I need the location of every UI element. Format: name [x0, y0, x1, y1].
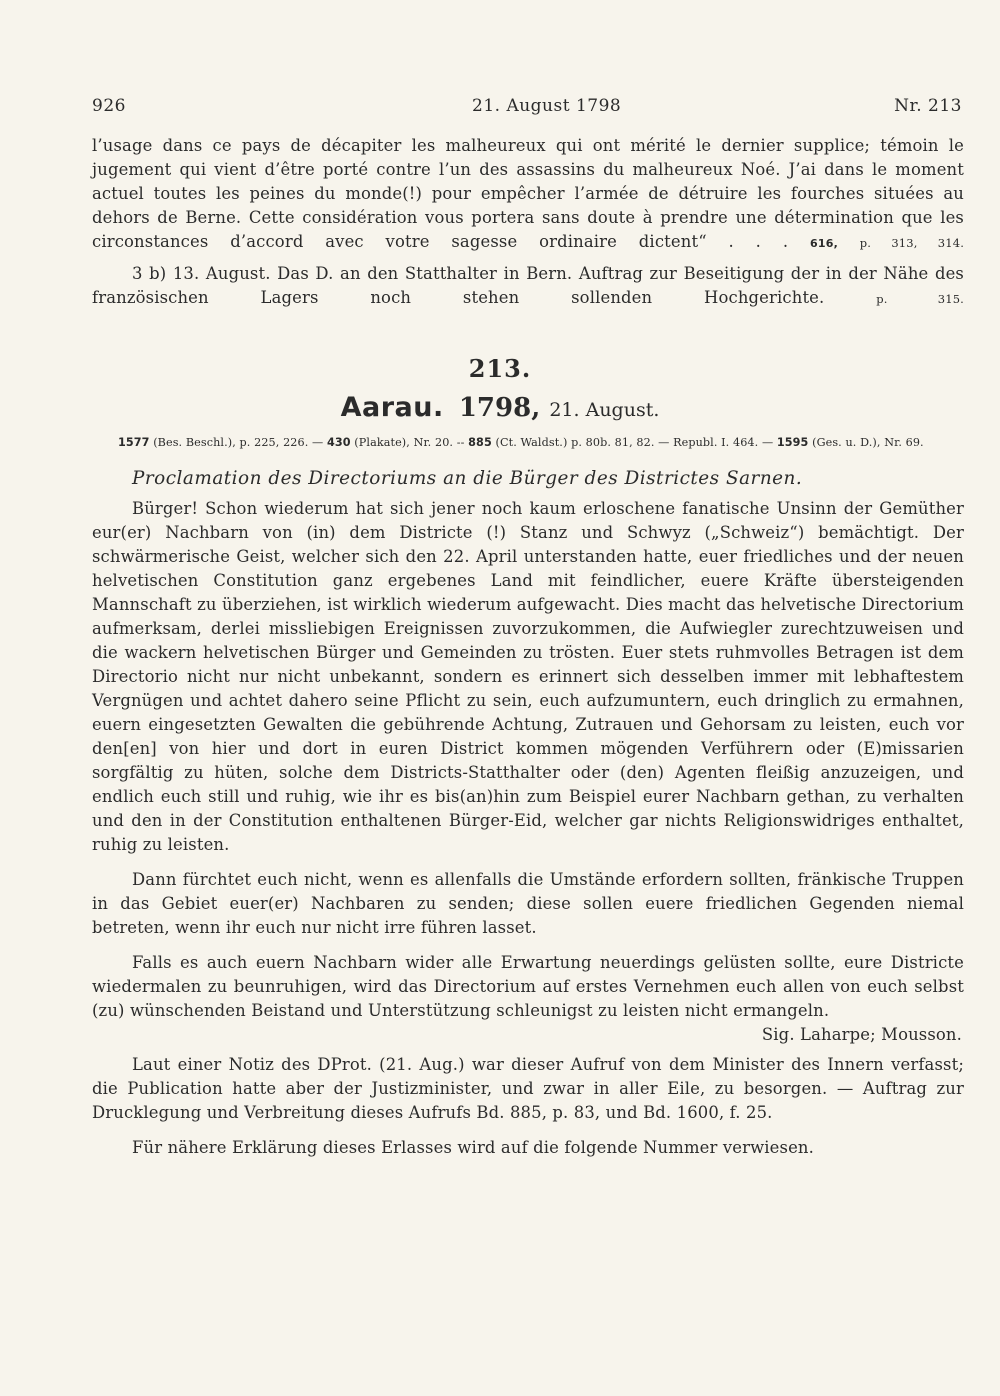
document-place: Aarau.	[340, 392, 444, 423]
source-references	[118, 435, 948, 451]
source-num: 430	[326, 436, 351, 449]
continuation-citation-number: 616,	[810, 237, 838, 250]
note-3b-citation: p. 315.	[876, 292, 964, 306]
body-paragraph: Bürger! Schon wiederum hat sich jener noch kaum erloschene fanatische Unsinn der Gemüther eur(er) Nachbarn von (in) dem Districte (!) Stanz und Schwyz („Schweiz“) bemächtigt. Der schwärmerische Geist, welcher sich den 22. April unterstanden hatte, euer friedliches und der neuen helvetischen Constitution ganz ergebenes Land mit feindlicher, euere Kräfte übersteigenden Mannschaft zu überziehen, ist wirklich wiederum aufgewacht. Dies macht das helvetische Directorium aufmerksam, derlei missliebigen Ereignissen zuvorzukommen, die Aufwiegler zurechtzuweisen und die wackern helvetischen Bürger und Gemeinden zu trösten. Euer stets ruhmvolles Betragen ist dem Directorio nicht nur nicht unbekannt, sondern es erinnert sich desselben immer mit lebhaftestem Vergnügen und achtet dahero seine Pflicht zu sein, euch aufzumuntern, euch dringlich zu ermahnen, euern eingesetzten Gewalten die gebührende Achtung, Zutrauen und Gehorsam zu leisten, euch vor den[en] von hier und dort in euren District kommen mögenden Verführern oder (E)missarien sorgfältig zu hüten, solche dem Districts-Statthalter oder (den) Agenten fleißig anzuzeigen, und endlich euch still und ruhig, wie ihr es bis(an)hin zum Beispiel eurer Nachbarn gethan, zu verhalten und den in der Constitution enthaltenen Bürger-Eid, welcher gar nichts Religionswidriges enthaltet, ruhig zu leisten.	[92, 499, 964, 854]
continuation-citation-pages: p. 313, 314.	[859, 236, 964, 250]
proclamation-body	[92, 497, 964, 1160]
editorial-note-reference: Für nähere Erklärung dieses Erlasses wird auf die folgende Nummer verwiesen.	[132, 1138, 814, 1157]
source-num: 885	[468, 436, 492, 449]
source-text: (Plakate), Nr. 20. --	[350, 436, 469, 449]
source-num: 1577	[118, 436, 150, 449]
document-title: Proclamation des Directoriums an die Bürger des Districtes Sarnen.	[132, 468, 803, 489]
document-day: 21. August.	[549, 399, 660, 421]
body-paragraph: Falls es auch euern Nachbarn wider alle Erwartung neuerdings gelüsten sollte, eure Districte wiedermalen zu beunruhigen, wird das Directorium auf erstes Vernehmen euch allen von euch selbst (zu) wünschenden Beistand und Unterstützung schleunigst zu leisten nicht ermangeln.	[92, 953, 964, 1020]
header-doc-number: Nr. 213	[894, 96, 962, 116]
continuation-text: l’usage dans ce pays de décapiter les malheureux qui ont mérité le dernier supplice; témoin le jugement qui vient d’être porté contre l’un des assassins du malheureux Noé. J’ai dans le moment actuel toutes les peines du monde(!) pour empêcher l’armée de détruire les fourches situées au dehors de Berne. Cette considération vous portera sans doute à prendre une détermination que les circonstances d’accord avec votre sagesse ordinaire dictent“ . . .	[92, 136, 964, 251]
document-year: 1798,	[458, 393, 541, 423]
running-head	[92, 96, 962, 120]
previous-document-continuation	[92, 134, 964, 256]
body-paragraph: Dann fürchtet euch nicht, wenn es allenfalls die Umstände erfordern sollten, fränkische Truppen in das Gebiet euer(er) Nachbaren zu senden; diese sollen euere friedlichen Gegenden niemal betreten, wenn ihr euch nur nicht irre führen lasset.	[92, 870, 964, 937]
note-3b-text: 3 b) 13. August. Das D. an den Statthalter in Bern. Auftrag zur Beseitigung der in der Nähe des französischen Lagers noch stehen sollenden Hochgerichte.	[92, 264, 964, 307]
document-heading	[0, 392, 1000, 423]
document-number: 213.	[468, 354, 532, 383]
source-text: (Ges. u. D.), Nr. 69.	[808, 436, 924, 449]
signature: Sig. Laharpe; Mousson.	[761, 1025, 962, 1044]
source-text: (Ct. Waldst.) p. 80b. 81, 82. — Republ. I. 464. —	[491, 436, 777, 449]
editorial-note: Laut einer Notiz des DProt. (21. Aug.) war dieser Aufruf von dem Minister des Innern verfasst; die Publication hatte aber der Justizminister, und zwar in aller Eile, zu besorgen. — Auftrag zur Drucklegung und Verbreitung dieses Aufrufs Bd. 885, p. 83, und Bd. 1600, f. 25.	[92, 1055, 964, 1122]
page-number: 926	[92, 96, 126, 116]
source-num: 1595	[776, 436, 809, 449]
header-date: 21. August 1798	[472, 96, 622, 116]
note-3b	[92, 262, 964, 311]
source-text: (Bes. Beschl.), p. 225, 226. —	[149, 436, 327, 449]
